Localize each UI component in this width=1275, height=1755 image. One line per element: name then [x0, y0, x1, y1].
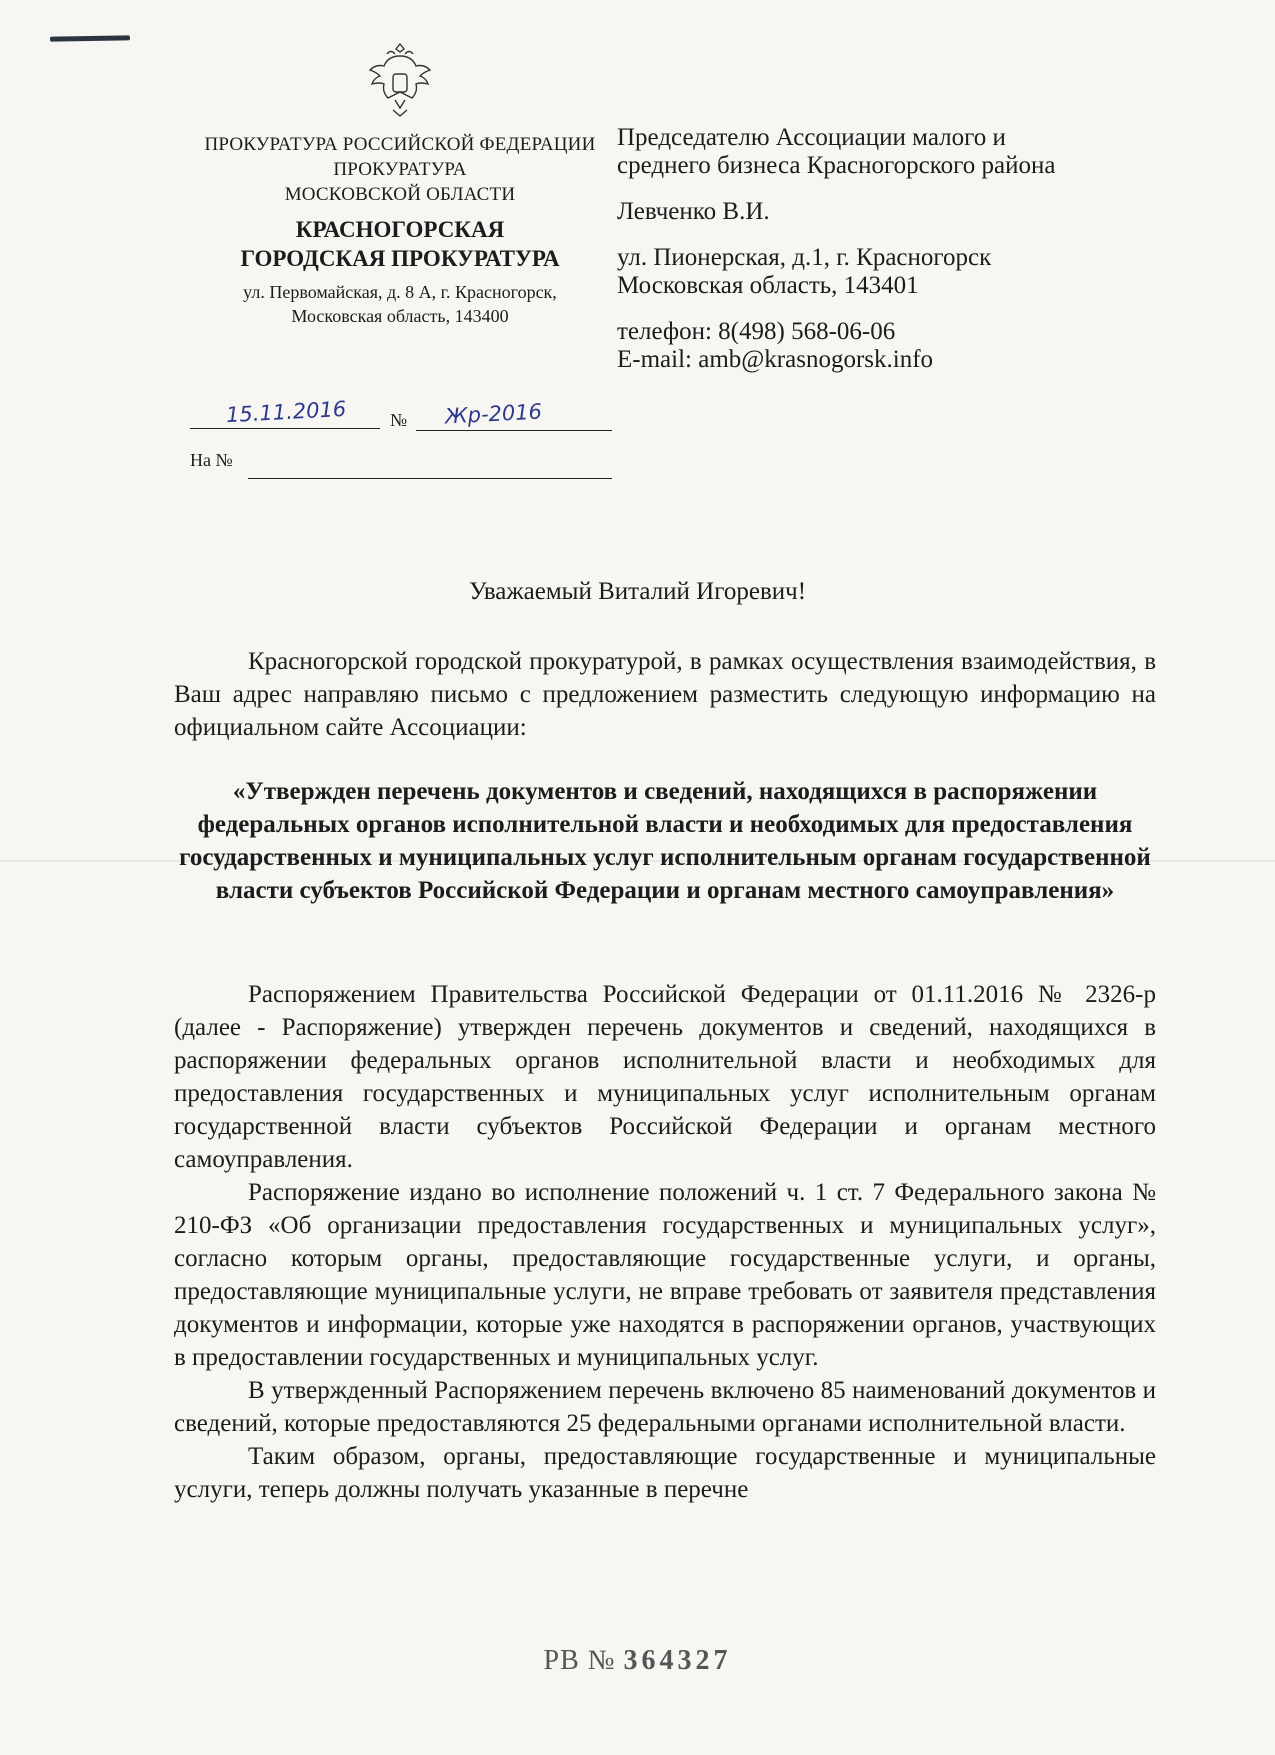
org-line-2: ПРОКУРАТУРА — [333, 159, 467, 180]
body-paragraph-2: Распоряжение издано во исполнение положений ч. 1 ст. 7 Федерального закона № 210-ФЗ «Об организации предоставления государственных и муниципальных услуг», согласно которым органы, предоставляющие государственные услуги, и органы, предоставляющие муниципальные услуги, не вправе требовать от заявителя представления документов и информации, которые уже находятся в распоряжении органов, участвующих в предоставлении государственных и муниципальных услуг. — [174, 1179, 1156, 1371]
number-underline — [416, 430, 612, 431]
greeting: Уважаемый Виталий Игоревич! — [468, 578, 807, 605]
org-bold-line-2: ГОРОДСКАЯ ПРОКУРАТУРА — [240, 246, 560, 271]
body-paragraphs — [174, 978, 1156, 1506]
org-name-bold — [180, 215, 620, 273]
intro-paragraph-block — [174, 645, 1156, 744]
addressee-street: ул. Пионерская, д.1, г. Красногорск — [617, 244, 992, 271]
addressee-line-2: среднего бизнеса Красногорского района — [617, 152, 1056, 179]
org-address — [180, 280, 620, 328]
org-bold-line-1: КРАСНОГОРСКАЯ — [295, 217, 505, 242]
intro-paragraph: Красногорской городской прокуратурой, в рамках осуществления взаимодействия, в Ваш адрес направляю письмо с предложением разместить следующую информацию на официальном сайте Ассоциации: — [174, 648, 1156, 741]
addressee-email: E-mail: amb@krasnogorsk.info — [617, 346, 934, 373]
reference-row — [190, 450, 630, 480]
scan-mark — [50, 35, 130, 41]
addressee-name: Левченко В.И. — [617, 198, 770, 225]
serial-number: 364327 — [623, 1645, 732, 1676]
sender-header — [180, 40, 620, 328]
addressee-line-1: Председателю Ассоциации малого и — [617, 124, 1006, 151]
addressee-phone: телефон: 8(498) 568-06-06 — [617, 318, 896, 345]
org-address-line-2: Московская область, 143400 — [291, 306, 509, 326]
org-address-line-1: ул. Первомайская, д. 8 А, г. Красногорск, — [243, 282, 557, 302]
body-paragraph-1: Распоряжением Правительства Российской Федерации от 01.11.2016 № 2326-р (далее - Распоряжение) утвержден перечень документов и сведений, находящихся в распоряжении федеральных органов исполнительной власти и необходимых для предоставления государственных и муниципальных услуг исполнительным органам государственной власти субъектов Российской Федерации и органам местного самоуправления. — [174, 981, 1156, 1173]
org-line-1: ПРОКУРАТУРА РОССИЙСКОЙ ФЕДЕРАЦИИ — [204, 134, 596, 155]
coat-of-arms-icon — [365, 40, 435, 120]
registration-date: 15.11.2016 — [225, 396, 347, 428]
addressee-region: Московская область, 143401 — [617, 272, 919, 299]
reference-underline — [248, 478, 612, 479]
date-underline — [190, 428, 380, 429]
serial-prefix: РВ № — [543, 1645, 616, 1676]
body-paragraph-3: В утвержденный Распоряжением перечень включено 85 наименований документов и сведений, которые предоставляются 25 федеральными органами исполнительной власти. — [174, 1377, 1156, 1437]
reference-label: На № — [190, 450, 233, 470]
addressee-block — [617, 124, 1237, 374]
registration-row — [190, 396, 630, 434]
form-serial — [0, 1645, 1275, 1677]
number-sign: № — [390, 410, 408, 430]
body-paragraph-4: Таким образом, органы, предоставляющие государственные и муниципальные услуги, теперь должны получать указанные в перечне — [174, 1443, 1156, 1503]
org-line-3: МОСКОВСКОЙ ОБЛАСТИ — [284, 184, 516, 205]
registration-number: Жр-2016 — [444, 399, 543, 429]
quoted-title: «Утвержден перечень документов и сведений, находящихся в распоряжении федеральных органов исполнительной власти и необходимых для предоставления государственных и муниципальных услуг исполнительным органам государственной власти субъектов Российской Федерации и органам местного самоуправления» — [179, 778, 1151, 904]
